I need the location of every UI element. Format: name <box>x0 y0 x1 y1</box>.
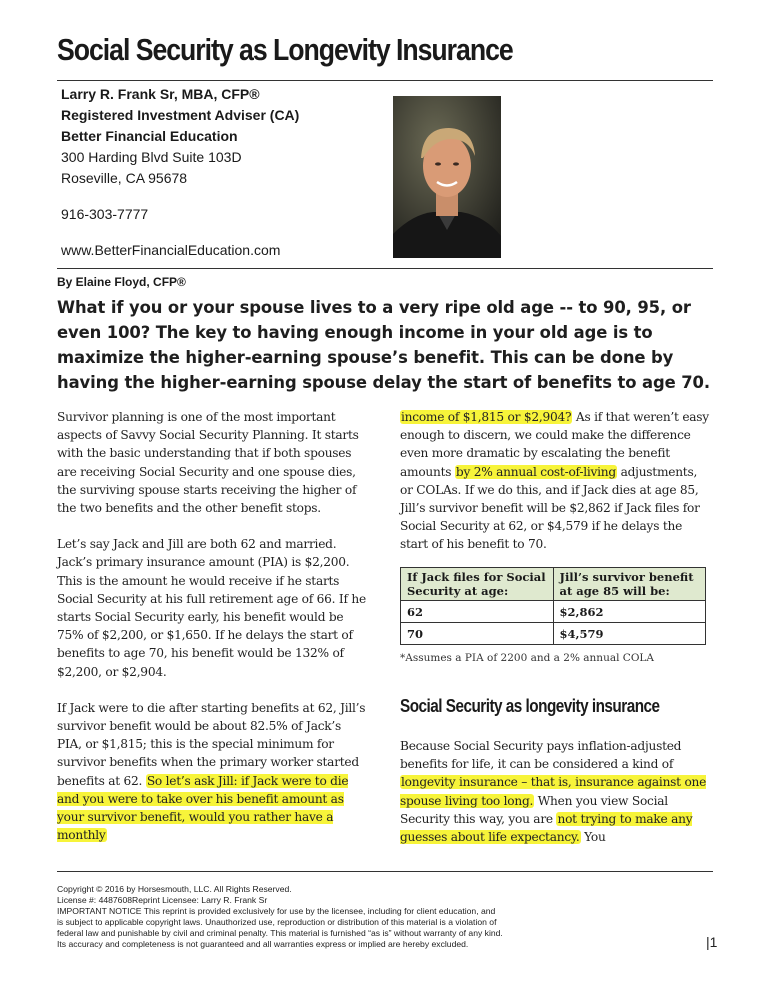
highlighted-text: longevity insurance – that is, insurance against one spouse living too long. <box>400 775 707 808</box>
advisor-name: Larry R. Frank Sr, MBA, CFP® <box>61 86 260 102</box>
table-cell: $4,579 <box>553 623 706 645</box>
table-cell: 62 <box>401 601 554 623</box>
paragraph-text: When you view Social Security this way, you are <box>400 793 668 826</box>
paragraph-cola <box>400 408 712 554</box>
highlighted-text: income of $1,815 or $2,904? <box>401 410 572 424</box>
table-row <box>401 623 706 645</box>
footer-divider <box>57 871 713 872</box>
survivor-benefit-table <box>400 567 706 645</box>
advisor-address-line2: Roseville, CA 95678 <box>61 170 188 186</box>
advisor-photo <box>393 96 501 258</box>
paragraph-text: adjustments, or COLAs. If we do this, and if Jack dies at age 85, Jill’s survivor benefit will be $2,862 if Jack files for Social Security at 62, or $4,579 if he delays the start of his benefit to 70. <box>400 464 700 552</box>
table-header-row <box>401 568 706 601</box>
advisor-info <box>61 84 299 261</box>
highlighted-text: by 2% annual cost-of-living <box>455 464 616 479</box>
paragraph-longevity-insurance <box>400 737 712 846</box>
table-row <box>401 601 706 623</box>
table-cell: $2,862 <box>553 601 706 623</box>
advisor-company: Better Financial Education <box>61 128 238 144</box>
title-divider <box>57 80 713 81</box>
table-header-cell: If Jack files for Social Security at age: <box>401 568 554 601</box>
highlighted-text: So let’s ask Jill: if Jack were to die and you were to take over his benefit amount as your survivor benefit, would you rather have a monthly <box>57 773 349 843</box>
footer-line: IMPORTANT NOTICE This reprint is provided exclusively for use by the licensee, including for client education, and <box>57 906 496 916</box>
paragraph-text: As if that weren’t easy enough to discern, we could make the difference even more dramatic by escalating the benefit amounts <box>400 410 709 479</box>
right-column <box>400 408 712 572</box>
paragraph-jack-jill-example: Let’s say Jack and Jill are both 62 and married. Jack’s primary insurance amount (PIA) is $2,200. This is the amount he would receive if he starts Social Security at his full retirement age of 66. If he starts Social Security early, his benefit would be 75% of $2,200, or $1,650. If he delays the start of benefits to age 70, his benefit would be 132% of $2,200, or $2,904. <box>57 537 366 679</box>
lead-paragraph: What if you or your spouse lives to a very ripe old age -- to 90, 95, or even 100? The key to having enough income in your old age is to maximize the higher-earning spouse’s benefit. This can be done by having the higher-earning spouse delay the start of benefits to age 70. <box>57 298 710 392</box>
copyright-notice <box>57 884 697 950</box>
advisor-website[interactable]: www.BetterFinancialEducation.com <box>61 242 281 258</box>
left-column <box>57 408 369 862</box>
page-title: Social Security as Longevity Insurance <box>57 32 513 67</box>
footer-line: is subject to applicable copyright laws. Unauthorized use, reproduction or distribution of this material is a violation of <box>57 917 497 927</box>
table-header-cell: Jill’s survivor benefit at age 85 will be: <box>553 568 706 601</box>
paragraph-survivor-benefit <box>57 699 369 845</box>
longevity-paragraph <box>400 737 712 864</box>
highlighted-text: not trying to make any guesses about life expectancy. <box>400 811 693 845</box>
table-cell: 70 <box>401 623 554 645</box>
paragraph-survivor-planning: Survivor planning is one of the most important aspects of Savvy Social Security Planning. It starts with the basic understanding that if both spouses are receiving Social Security and one spouse dies, the surviving spouse starts receiving the higher of the two benefits and the other benefit stops. <box>57 410 359 516</box>
table-footnote: *Assumes a PIA of 2200 and a 2% annual COLA <box>400 652 654 664</box>
footer-line: License #: 4487608Reprint Licensee: Larry R. Frank Sr <box>57 895 268 905</box>
advisor-phone: 916-303-7777 <box>61 206 149 222</box>
footer-line: federal law and punishable by civil and criminal penalty. This material is furnished “as is” without warranty of any kind. <box>57 928 503 938</box>
header-divider <box>57 268 713 269</box>
byline: By Elaine Floyd, CFP® <box>57 275 186 289</box>
page-number: |1 <box>706 934 718 950</box>
paragraph-text: If Jack were to die after starting benefits at 62, Jill’s survivor benefit would be about 82.5% of Jack’s PIA, or $1,815; this is the special minimum for survivor benefits when the primary worker started benefits at 62. <box>57 700 366 788</box>
section-heading: Social Security as longevity insurance <box>400 696 660 716</box>
footer-line: Its accuracy and completeness is not guaranteed and all warranties express or implied are hereby excluded. <box>57 939 469 949</box>
paragraph-text: Because Social Security pays inflation-adjusted benefits for life, it can be considered a kind of <box>400 739 682 772</box>
advisor-address-line1: 300 Harding Blvd Suite 103D <box>61 149 242 165</box>
advisor-role: Registered Investment Adviser (CA) <box>61 107 300 123</box>
footer-line: Copyright © 2016 by Horsesmouth, LLC. All Rights Reserved. <box>57 884 292 894</box>
paragraph-text: You <box>580 830 606 845</box>
